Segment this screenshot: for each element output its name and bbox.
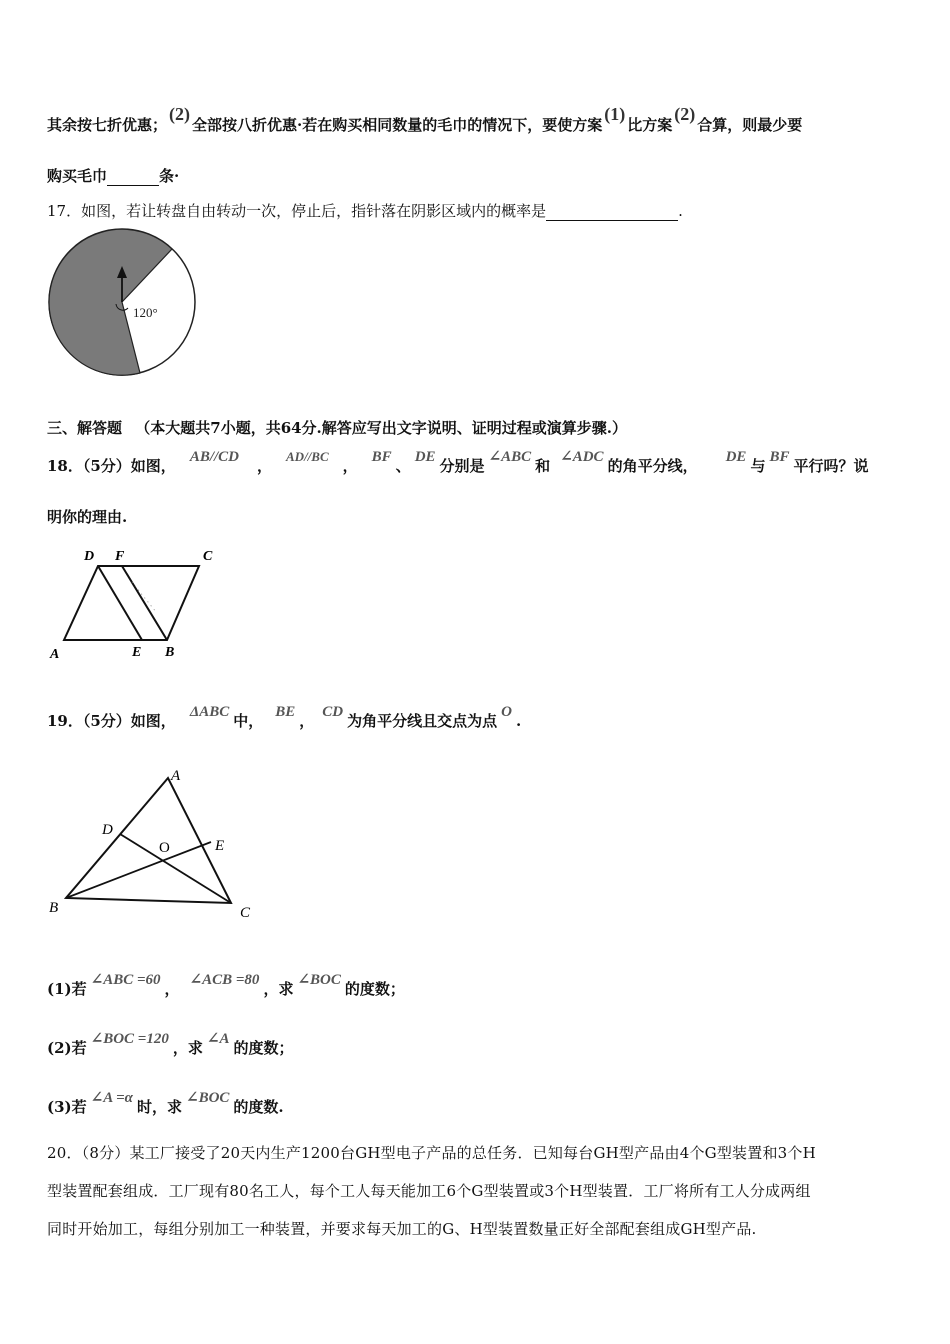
q18-math-de-2: DE xyxy=(725,449,747,465)
q16-line-1 xyxy=(47,104,803,135)
q19-sub3-text: 时，求 xyxy=(136,1098,182,1116)
q16-text-7: 条 xyxy=(159,167,175,185)
q16-answer-blank[interactable] xyxy=(107,171,159,186)
q18-math-ad-bc: AD//BC xyxy=(286,449,329,464)
q19-math-cd: CD xyxy=(322,704,344,720)
label-c: C xyxy=(203,549,213,564)
q16-paren-1: (1) xyxy=(604,104,626,124)
q20-line-2: 型装置配套组成．工厂现有80名工人，每个工人每天能加工6个G型装置或3个H型装置．工厂将所有工人分成两组 xyxy=(47,1182,811,1200)
q19-sub1-math-2: ∠ACB =80 xyxy=(189,972,260,988)
q19-math-be: BE xyxy=(275,704,296,720)
q16-line-2 xyxy=(47,165,179,186)
q18-parallelogram-figure xyxy=(44,542,224,662)
section3-title: 三、解答题 xyxy=(47,419,123,437)
q19-sub1-text: ，求 xyxy=(263,980,294,998)
segment-bf xyxy=(122,566,167,640)
q16-text-1: 其余按七折优惠； xyxy=(47,116,168,134)
q19-line-1 xyxy=(47,704,522,731)
q19-sub2-math-1: ∠BOC =120 xyxy=(90,1031,169,1047)
segment-de xyxy=(98,566,142,640)
q18-math-ab-cd: AB//CD xyxy=(189,449,239,465)
q19-text-1: 中， xyxy=(233,712,264,730)
q16-text-6: 购买毛巾 xyxy=(47,167,108,185)
label-o: O xyxy=(159,840,170,856)
parallelogram-abcd xyxy=(64,566,199,640)
q19-sub2-text-2: 的度数； xyxy=(233,1039,294,1057)
q19-sub3-math-2: ∠BOC xyxy=(186,1090,230,1106)
label-d: D xyxy=(84,549,95,564)
q19-triangle-figure xyxy=(44,760,264,925)
q17-end: . xyxy=(678,202,683,220)
q19-sub1-math-3: ∠BOC xyxy=(297,972,341,988)
q19-sub-3 xyxy=(47,1090,284,1117)
q16-paren-2b: (2) xyxy=(674,104,696,124)
q20-line-3: 同时开始加工，每组分别加工一种装置，并要求每天加工的G、H型装置数量正好全部配套组成GH型产品. xyxy=(47,1220,757,1238)
q18-comma-2: ， xyxy=(342,457,358,475)
q18-line-2 xyxy=(47,506,127,527)
q16-end: · xyxy=(174,167,180,185)
q18-math-de: DE xyxy=(414,449,436,465)
q19-sub3-label: (3)若 xyxy=(47,1098,87,1116)
label-e: E xyxy=(215,838,225,854)
q18-number: 18．（5分）如图， xyxy=(47,457,176,475)
q17-question xyxy=(47,200,683,221)
q18-math-angle-abc: ∠ABC xyxy=(488,449,532,465)
q19-sub2-label: (2)若 xyxy=(47,1039,87,1057)
spinner-angle-label: 120° xyxy=(133,305,158,320)
q19-sub1-label: (1)若 xyxy=(47,980,87,998)
q19-sub3-math-1: ∠A =α xyxy=(90,1090,133,1106)
q18-math-angle-adc: ∠ADC xyxy=(560,449,604,465)
q16-dot: · xyxy=(297,116,303,134)
label-c: C xyxy=(240,905,251,921)
q18-comma-1: ， xyxy=(257,457,273,475)
label-f: F xyxy=(115,549,125,564)
hidden-dotted-line xyxy=(132,582,156,612)
q18-line-1 xyxy=(47,449,869,476)
q18-text-4: 与 xyxy=(750,457,766,475)
q19-math-triangle-abc: ΔABC xyxy=(189,704,230,720)
label-a: A xyxy=(50,647,60,662)
q19-sub2-math-2: ∠A xyxy=(206,1031,230,1047)
section3-heading xyxy=(47,417,627,438)
q19-sub1-comma: ， xyxy=(164,980,180,998)
q19-sub3-text-2: 的度数. xyxy=(233,1098,284,1116)
q17-answer-blank[interactable] xyxy=(546,206,678,221)
q19-number: 19．（5分）如图， xyxy=(47,712,176,730)
triangle-abc xyxy=(66,778,231,903)
segment-be xyxy=(66,842,211,898)
q19-sub-2 xyxy=(47,1031,294,1058)
q18-text-2: 和 xyxy=(535,457,551,475)
label-d: D xyxy=(102,822,113,838)
label-e: E xyxy=(132,645,142,660)
q16-text-2: 全部按八折优惠 xyxy=(192,116,298,134)
q17-text: 17．如图，若让转盘自由转动一次，停止后，指针落在阴影区域内的概率是 xyxy=(47,202,547,220)
q19-math-o: O xyxy=(501,704,512,720)
label-a: A xyxy=(171,768,181,784)
q18-sep: 、 xyxy=(395,457,411,475)
q18-math-bf-2: BF xyxy=(769,449,790,465)
q19-end: . xyxy=(515,712,522,730)
q17-spinner-figure xyxy=(44,224,200,382)
label-b: B xyxy=(49,900,59,916)
q20-line-1: 20．（8分）某工厂接受了20天内生产1200台GH型电子产品的总任务．已知每台GH型产品由4个G型装置和3个H xyxy=(47,1144,816,1162)
q16-text-4: 比方案 xyxy=(627,116,673,134)
q18-text-5: 平行吗？说 xyxy=(793,457,869,475)
q18-text-1: 分别是 xyxy=(439,457,485,475)
q16-text-3: 若在购买相同数量的毛巾的情况下，要使方案 xyxy=(302,116,603,134)
q18-math-bf: BF xyxy=(371,449,392,465)
q19-sub-1 xyxy=(47,972,405,999)
q16-text-5: 合算，则最少要 xyxy=(697,116,803,134)
q19-sub2-text: ，求 xyxy=(172,1039,203,1057)
q18-text-6: 明你的理由. xyxy=(47,508,128,526)
q18-text-3: 的角平分线， xyxy=(607,457,698,475)
q19-text-2: 为角平分线且交点为点 xyxy=(347,712,498,730)
label-b: B xyxy=(165,645,175,660)
q19-sub1-math-1: ∠ABC =60 xyxy=(90,972,161,988)
q19-comma: ， xyxy=(299,712,315,730)
q16-paren-2: (2) xyxy=(169,104,191,124)
q19-sub1-text-2: 的度数； xyxy=(344,980,405,998)
section3-note: （本大题共7小题，共64分.解答应写出文字说明、证明过程或演算步骤.） xyxy=(135,419,628,437)
